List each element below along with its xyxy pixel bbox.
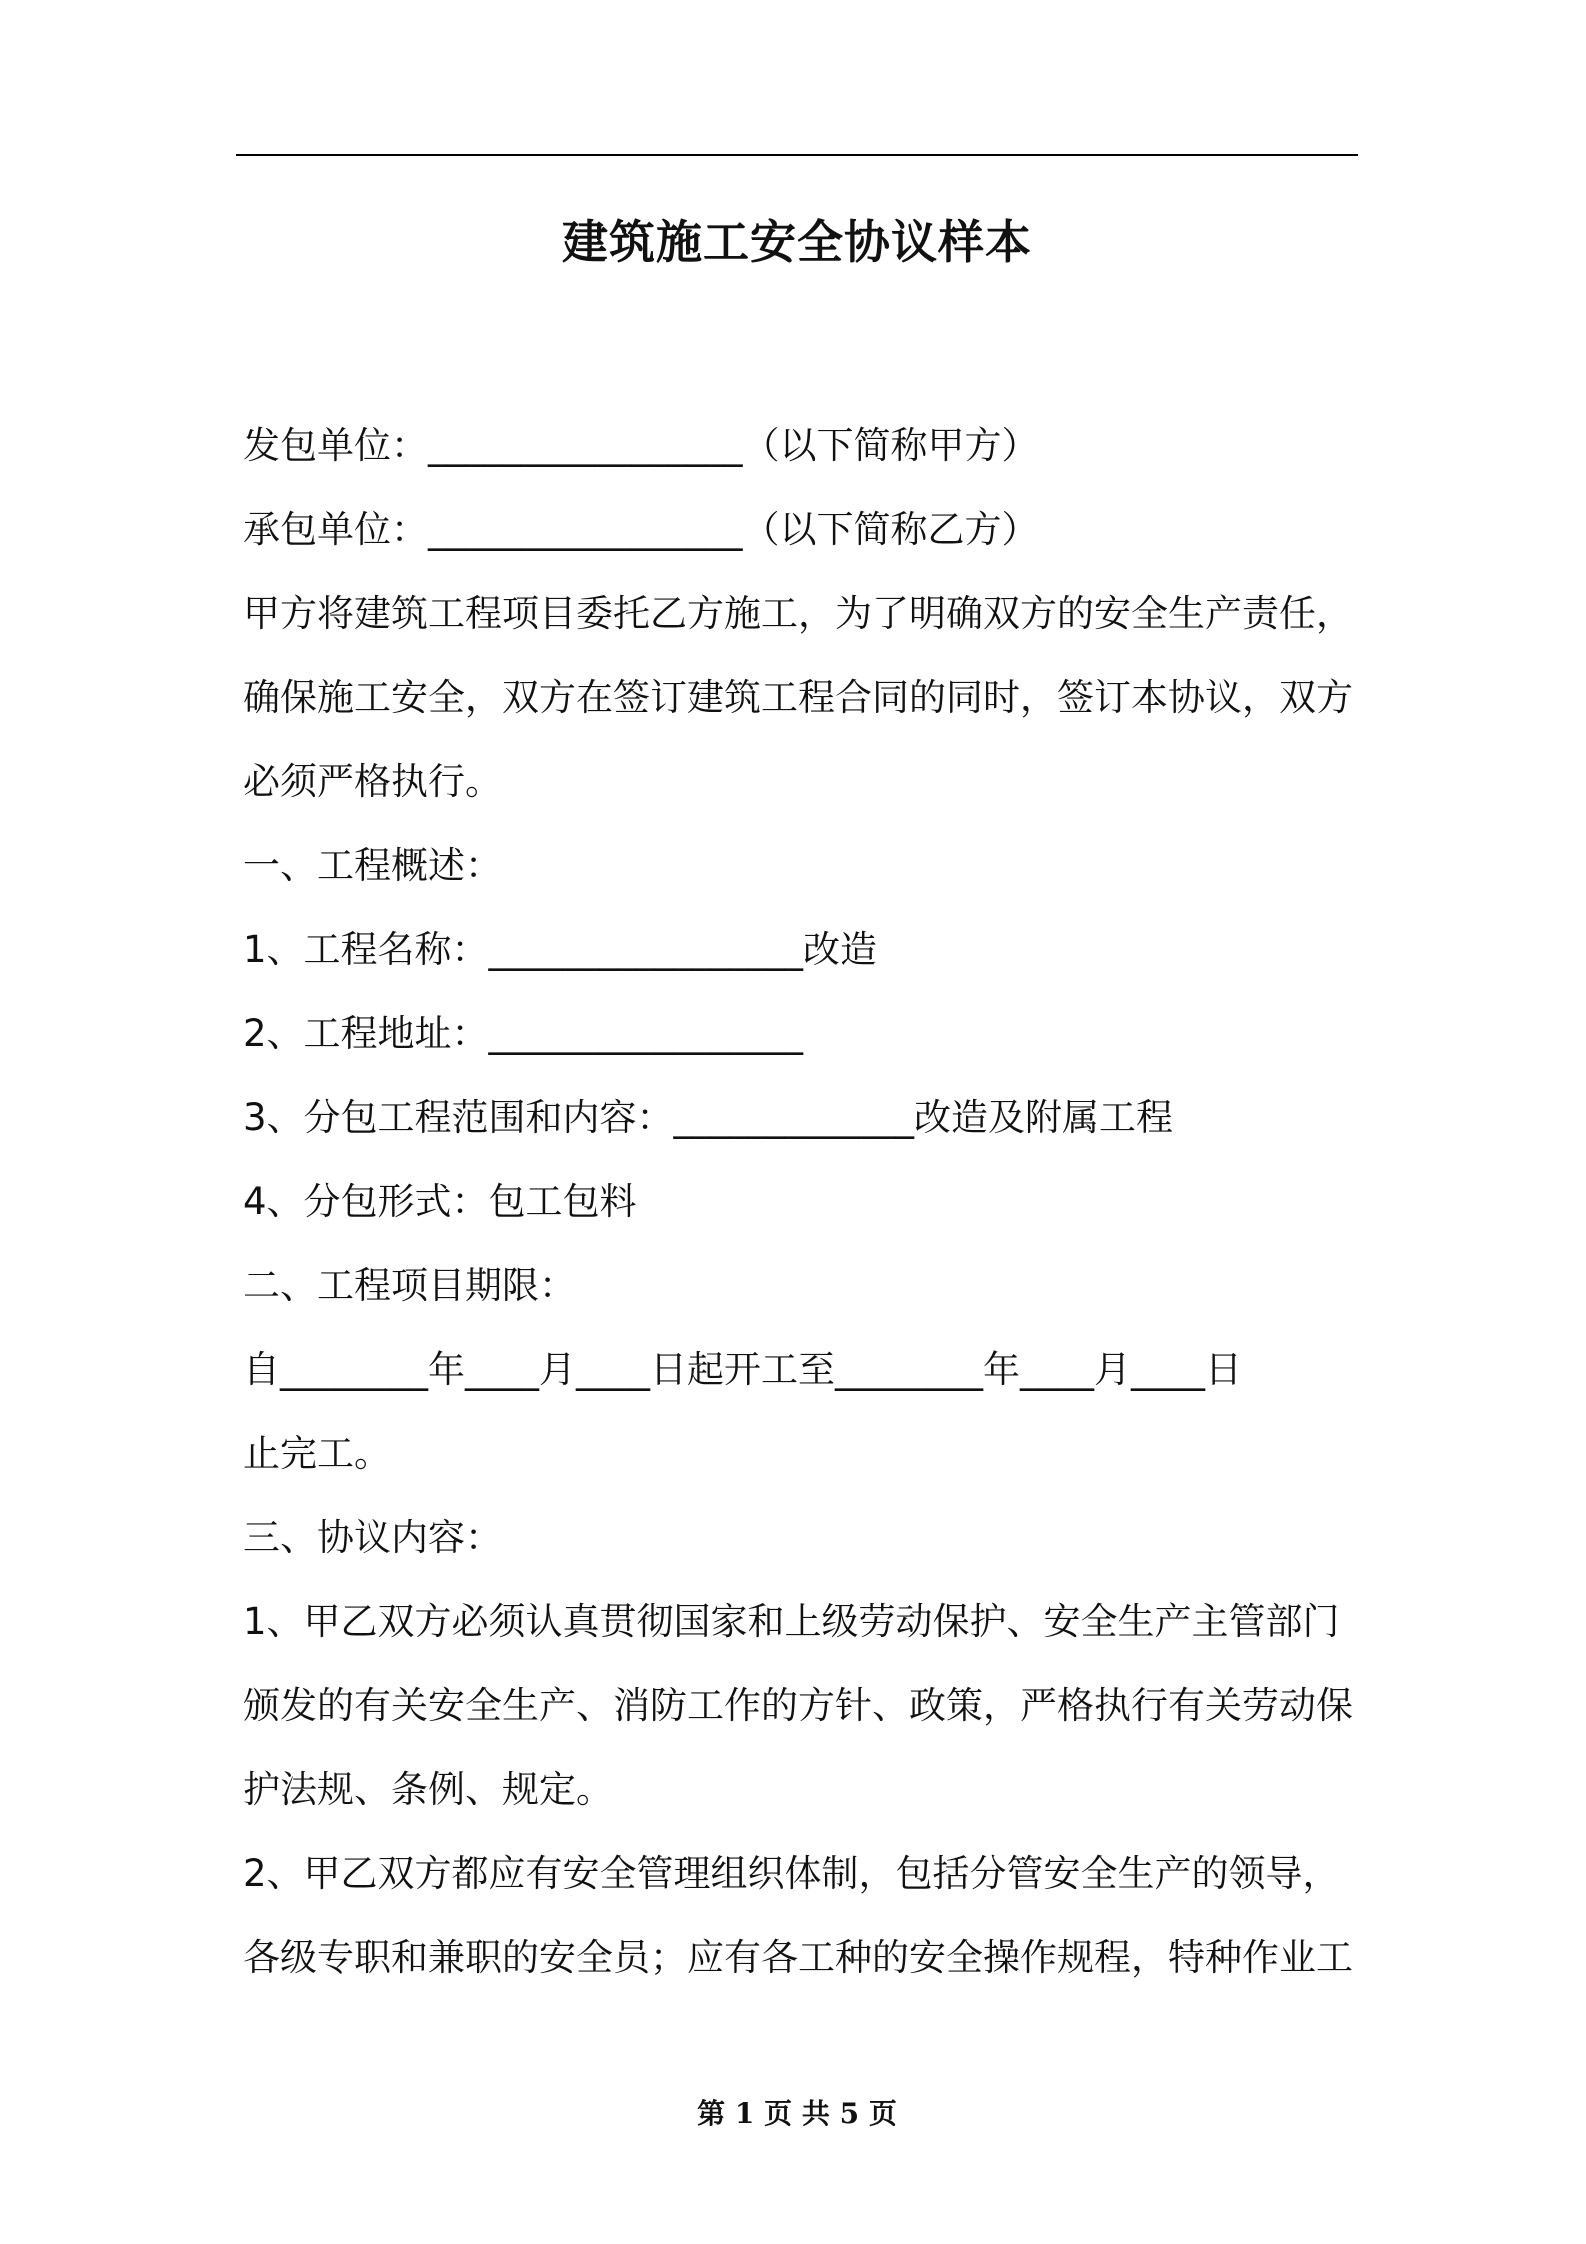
text-line: 确保施工安全，双方在签订建筑工程合同的同时，签订本协议，双方 [243, 676, 1353, 719]
text-line: 2、甲乙双方都应有安全管理组织体制，包括分管安全生产的领导， [243, 1852, 1340, 1895]
text-line: 3、分包工程范围和内容：_____________改造及附属工程 [243, 1096, 1174, 1139]
text-line: 颁发的有关安全生产、消防工作的方针、政策，严格执行有关劳动保 [243, 1684, 1353, 1727]
text-line: 必须严格执行。 [243, 760, 502, 803]
section-heading: 二、工程项目期限： [243, 1264, 576, 1307]
page-footer: 第 1 页 共 5 页 [697, 2097, 897, 2130]
document-title: 建筑施工安全协议样本 [562, 215, 1032, 269]
section-heading: 一、工程概述： [243, 844, 502, 887]
text-line: 各级专职和兼职的安全员；应有各工种的安全操作规程，特种作业工 [243, 1936, 1353, 1979]
text-line: 止完工。 [243, 1432, 391, 1475]
text-line: 1、工程名称：_________________改造 [243, 928, 878, 971]
text-line: 甲方将建筑工程项目委托乙方施工，为了明确双方的安全生产责任， [243, 592, 1353, 635]
header-rule [236, 154, 1358, 156]
text-line: 承包单位：_________________（以下简称乙方） [243, 508, 1039, 551]
section-heading: 三、协议内容： [243, 1516, 502, 1559]
text-line: 发包单位：_________________（以下简称甲方） [243, 424, 1039, 467]
text-line: 1、甲乙双方必须认真贯彻国家和上级劳动保护、安全生产主管部门 [243, 1600, 1340, 1643]
document-body [243, 404, 1358, 2000]
text-line: 护法规、条例、规定。 [243, 1768, 613, 1811]
text-line: 2、工程地址：_________________ [243, 1012, 804, 1055]
text-line: 4、分包形式：包工包料 [243, 1180, 637, 1223]
text-line: 自________年____月____日起开工至________年____月____日 [243, 1348, 1242, 1391]
